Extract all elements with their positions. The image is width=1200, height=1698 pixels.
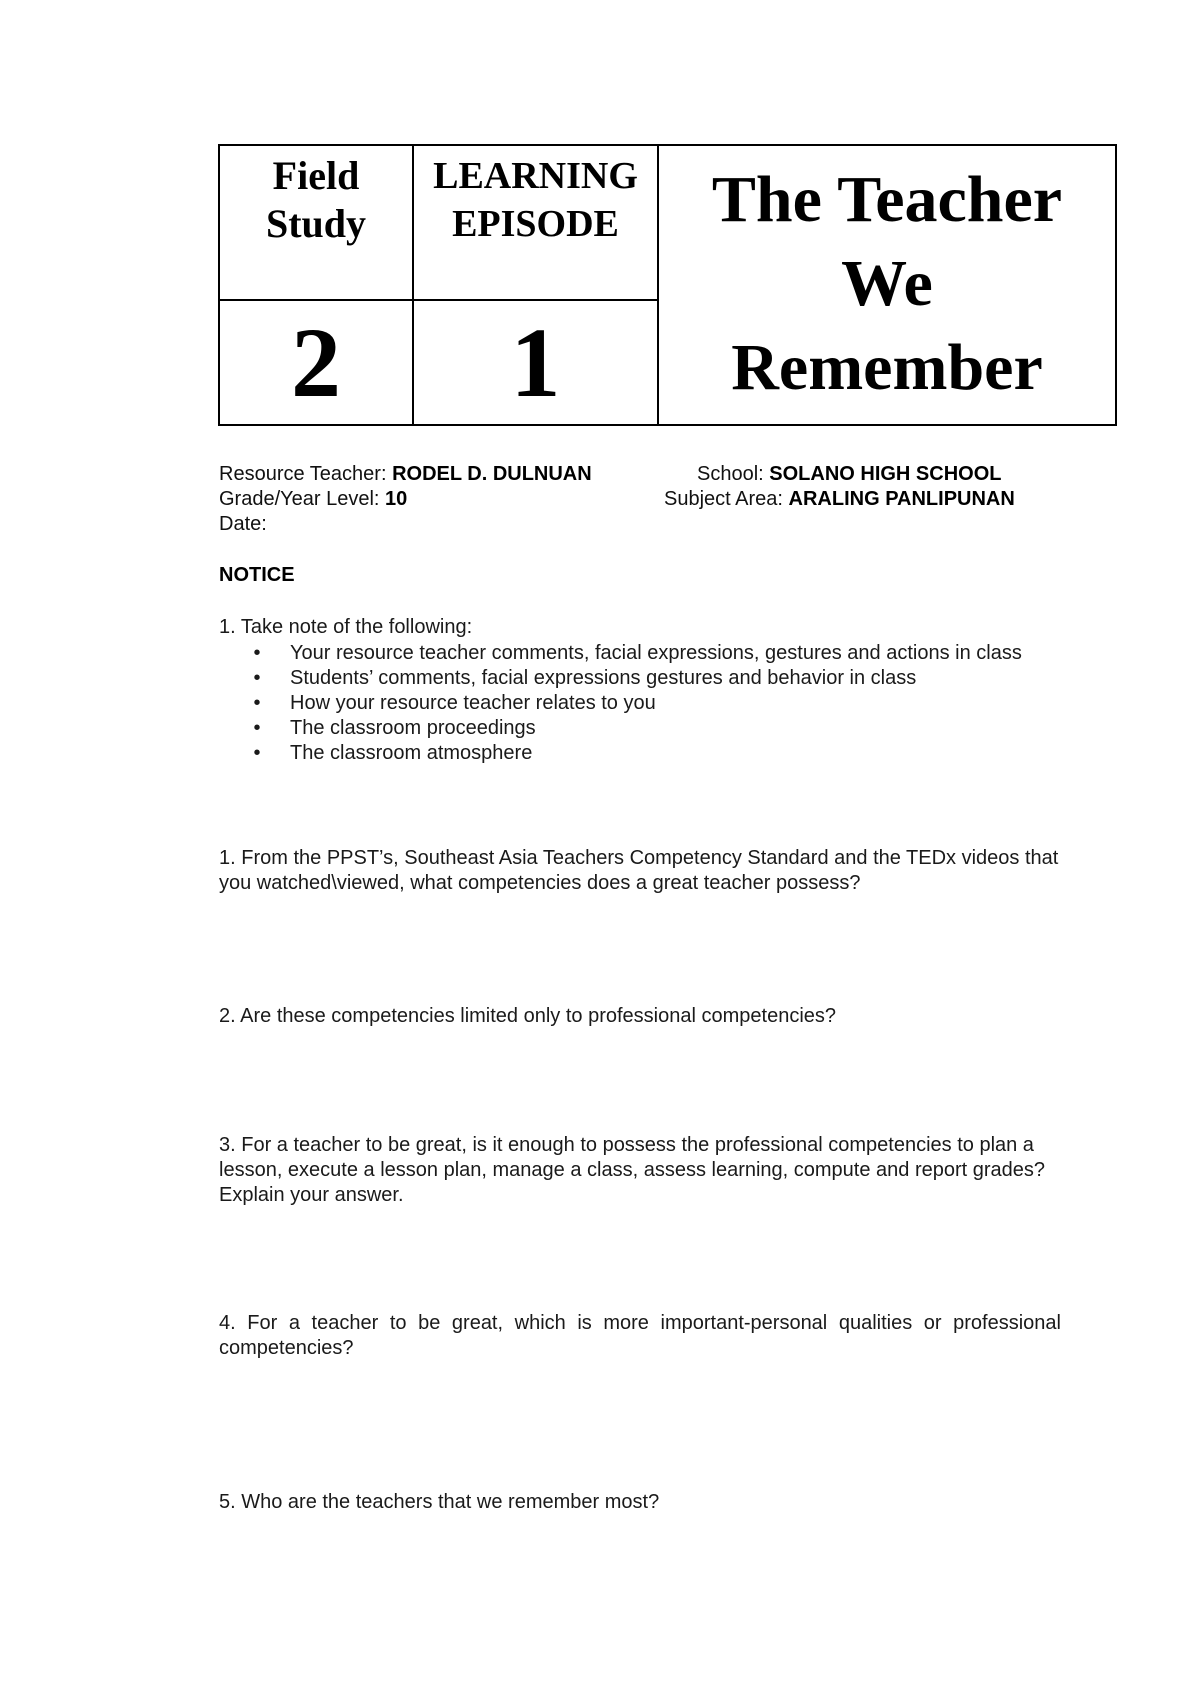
list-item-text: Your resource teacher comments, facial expressions, gestures and actions in class [290,642,1022,664]
learning-episode-label: LEARNING EPISODE [433,155,638,245]
date-label: Date: [219,513,267,535]
list-item-text: The classroom atmosphere [290,742,533,764]
grade-row [219,487,407,512]
field-study-number-cell [220,301,414,425]
notice-heading: NOTICE [219,564,295,586]
learning-episode-cell [414,146,659,301]
school-row [697,462,1002,487]
header-table [218,144,1117,426]
date-row [219,512,267,537]
list-item [252,741,1082,766]
list-item [252,641,1082,666]
grade-value: 10 [385,488,408,510]
subject-row [664,487,1015,512]
grade-label: Grade/Year Level: [219,488,386,510]
learning-episode-number: 1 [510,307,561,418]
notice-list [252,641,1082,766]
question-4: 4. For a teacher to be great, which is more important-personal qualities or professional competencies? [219,1312,1061,1359]
question-5: 5. Who are the teachers that we remember most? [219,1491,660,1513]
list-item [252,691,1082,716]
field-study-number: 2 [291,307,341,418]
list-item-text: How your resource teacher relates to you [290,692,656,714]
subject-value: ARALING PANLIPUNAN [788,488,1015,510]
resource-teacher-row [219,462,592,487]
bullet-icon: • [253,742,261,764]
list-item-text: The classroom proceedings [290,717,536,739]
subject-label: Subject Area: [664,488,789,510]
episode-title: The Teacher We Remember [711,163,1063,404]
list-item [252,716,1082,741]
list-item [252,666,1082,691]
question-1: 1. From the PPST’s, Southeast Asia Teachers Competency Standard and the TEDx videos that you watched\viewed, what competencies does a great teacher possess? [219,847,1059,894]
school-value: SOLANO HIGH SCHOOL [769,463,1002,485]
school-label: School: [697,463,770,485]
list-item-text: Students’ comments, facial expressions gestures and behavior in class [290,667,917,689]
resource-teacher-value: RODEL D. DULNUAN [392,463,592,485]
learning-episode-number-cell [414,301,659,425]
bullet-icon: • [253,642,261,664]
question-2: 2. Are these competencies limited only to professional competencies? [219,1005,837,1027]
bullet-icon: • [253,667,261,689]
resource-teacher-label: Resource Teacher: [219,463,393,485]
take-note-intro: 1. Take note of the following: [219,616,473,638]
bullet-icon: • [253,717,261,739]
field-study-label: Field Study [265,153,367,246]
question-3: 3. For a teacher to be great, is it enough to possess the professional competencies to plan a lesson, execute a lesson plan, manage a class, assess learning, compute and report grades? Explain your answer. [219,1134,1046,1206]
field-study-cell [220,146,414,301]
episode-title-cell [659,146,1115,425]
bullet-icon: • [253,692,261,714]
